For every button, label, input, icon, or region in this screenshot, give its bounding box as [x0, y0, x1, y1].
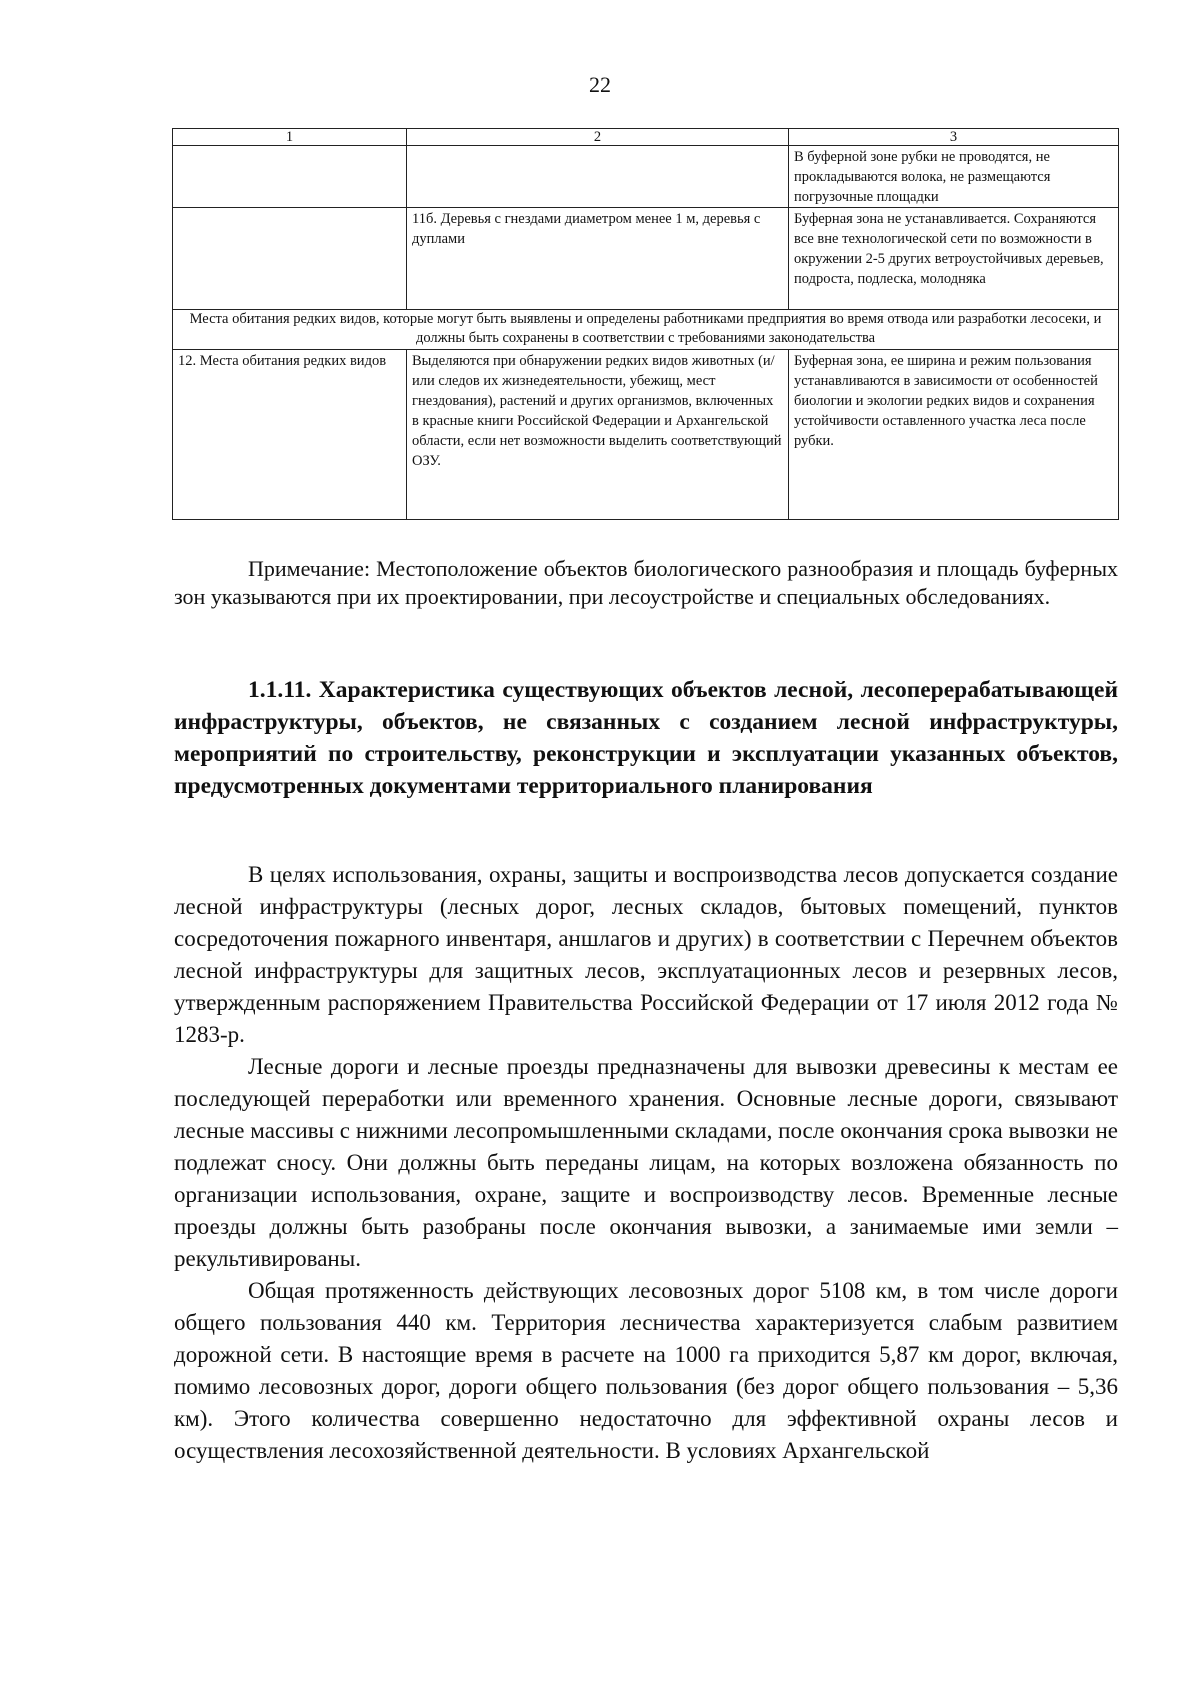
table-note: Примечание: Местоположение объектов биологического разнообразия и площадь буферных зон указываются при их проектировании, при лесоустройстве и специальных обследованиях.	[174, 556, 1118, 609]
table-cell: Выделяются при обнаружении редких видов животных (и/или следов их жизнедеятельности, убежищ, мест гнездования), растений и других организмов, включенных в красные книги Российской Федерации и Архангельской области, если нет возможности выделить соответствующий ОЗУ.	[407, 350, 789, 520]
biodiversity-table	[172, 128, 1119, 520]
table-span-row	[173, 310, 1119, 350]
section-heading: 1.1.11. Характеристика существующих объектов лесной, лесоперерабатывающей инфраструктуры, объектов, не связанных с созданием лесной инфраструктуры, мероприятий по строительству, реконструкции и эксплуатации указанных объектов, предусмотренных документами территориального планирования	[174, 677, 1118, 799]
table-header-cell: 3	[789, 129, 1119, 146]
paragraph: Общая протяженность действующих лесовозных дорог 5108 км, в том числе дороги общего пользования 440 км. Территория лесничества характеризуется слабым развитием дорожной сети. В настоящие время в расчете на 1000 га приходится 5,87 км дорог, включая, помимо лесовозных дорог, дороги общего пользования (без дорог общего пользования – 5,36 км). Этого количества совершенно недостаточно для эффективной охраны лесов и осуществления лесохозяйственной деятельности. В условиях Архангельской	[174, 1278, 1118, 1463]
table-cell: Буферная зона, ее ширина и режим пользования устанавливаются в зависимости от особенностей биологии и экологии редких видов и сохранения устойчивости оставленного участка леса после рубки.	[789, 350, 1119, 520]
table-row	[173, 146, 1119, 208]
paragraph: Лесные дороги и лесные проезды предназначены для вывозки древесины к местам ее последующей переработки или временного хранения. Основные лесные дороги, связывают лесные массивы с нижними лесопромышленными складами, после окончания срока вывозки не подлежат сносу. Они должны быть переданы лицам, на которых возложена обязанность по организации использования, охране, защите и воспроизводству лесов. Временные лесные проезды должны быть разобраны после окончания вывозки, а занимаемые ими земли – рекультивированы.	[174, 1054, 1118, 1271]
table-cell: В буферной зоне рубки не проводятся, не прокладываются волока, не размещаются погрузочные площадки	[789, 146, 1119, 208]
table-cell	[173, 208, 407, 310]
table-row	[173, 208, 1119, 310]
table-cell: Буферная зона не устанавливается. Сохраняются все вне технологической сети по возможности в окружении 2-5 других ветроустойчивых деревьев, подроста, подлеска, молодняка	[789, 208, 1119, 310]
table-cell: 11б. Деревья с гнездами диаметром менее 1 м, деревья с дуплами	[407, 208, 789, 310]
table-span-cell: Места обитания редких видов, которые могут быть выявлены и определены работниками предприятия во время отвода или разработки лесосеки, и должны быть сохранены в соответствии с требованиями законодательства	[173, 310, 1119, 350]
page-number: 22	[589, 72, 611, 97]
table-cell	[173, 146, 407, 208]
paragraph: В целях использования, охраны, защиты и воспроизводства лесов допускается создание лесной инфраструктуры (лесных дорог, лесных складов, бытовых помещений, пунктов сосредоточения пожарного инвентаря, аншлагов и других) в соответствии с Перечнем объектов лесной инфраструктуры для защитных лесов, эксплуатационных лесов и резервных лесов, утвержденным распоряжением Правительства Российской Федерации от 17 июля 2012 года № 1283-р.	[174, 862, 1118, 1047]
table-header-cell: 2	[407, 129, 789, 146]
table-header-row	[173, 129, 1119, 146]
table-header-cell: 1	[173, 129, 407, 146]
table-cell	[407, 146, 789, 208]
section-body	[174, 859, 1118, 1467]
table-cell: 12. Места обитания редких видов	[173, 350, 407, 520]
table-row	[173, 350, 1119, 520]
